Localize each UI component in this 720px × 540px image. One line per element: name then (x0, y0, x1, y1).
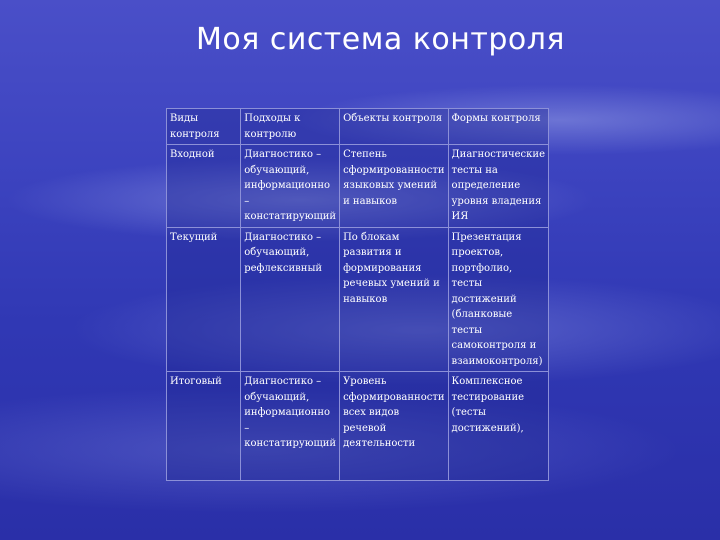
table-cell: Презентация проектов, портфолио, тесты достижений (бланковые тесты самоконтроля и взаимоконтроля) (448, 227, 548, 372)
slide-title: Моя система контроля (196, 22, 565, 57)
table-header-row (167, 109, 549, 145)
table-cell: Комплексное тестирование (тесты достижений), (448, 372, 548, 481)
header-cell-objects: Объекты контроля (340, 109, 448, 145)
header-cell-approaches: Подходы к контролю (241, 109, 340, 145)
header-cell-types: Виды контроля (167, 109, 241, 145)
table-cell: Диагностико – обучающий, информационно – констатирующий (241, 145, 340, 228)
table-cell: Входной (167, 145, 241, 228)
control-system-table (166, 108, 549, 481)
table-cell: Диагностико – обучающий, информационно – констатирующий (241, 372, 340, 481)
header-cell-forms: Формы контроля (448, 109, 548, 145)
table-cell: Степень сформированности языковых умений и навыков (340, 145, 448, 228)
table-row (167, 145, 549, 228)
table-row (167, 227, 549, 372)
table-cell: Текущий (167, 227, 241, 372)
table-cell: Итоговый (167, 372, 241, 481)
table-cell: Диагностические тесты на определение уровня владения ИЯ (448, 145, 548, 228)
table-row (167, 372, 549, 481)
table-cell: По блокам развития и формирования речевых умений и навыков (340, 227, 448, 372)
table-cell: Уровень сформированности всех видов речевой деятельности (340, 372, 448, 481)
table-cell: Диагностико – обучающий, рефлексивный (241, 227, 340, 372)
